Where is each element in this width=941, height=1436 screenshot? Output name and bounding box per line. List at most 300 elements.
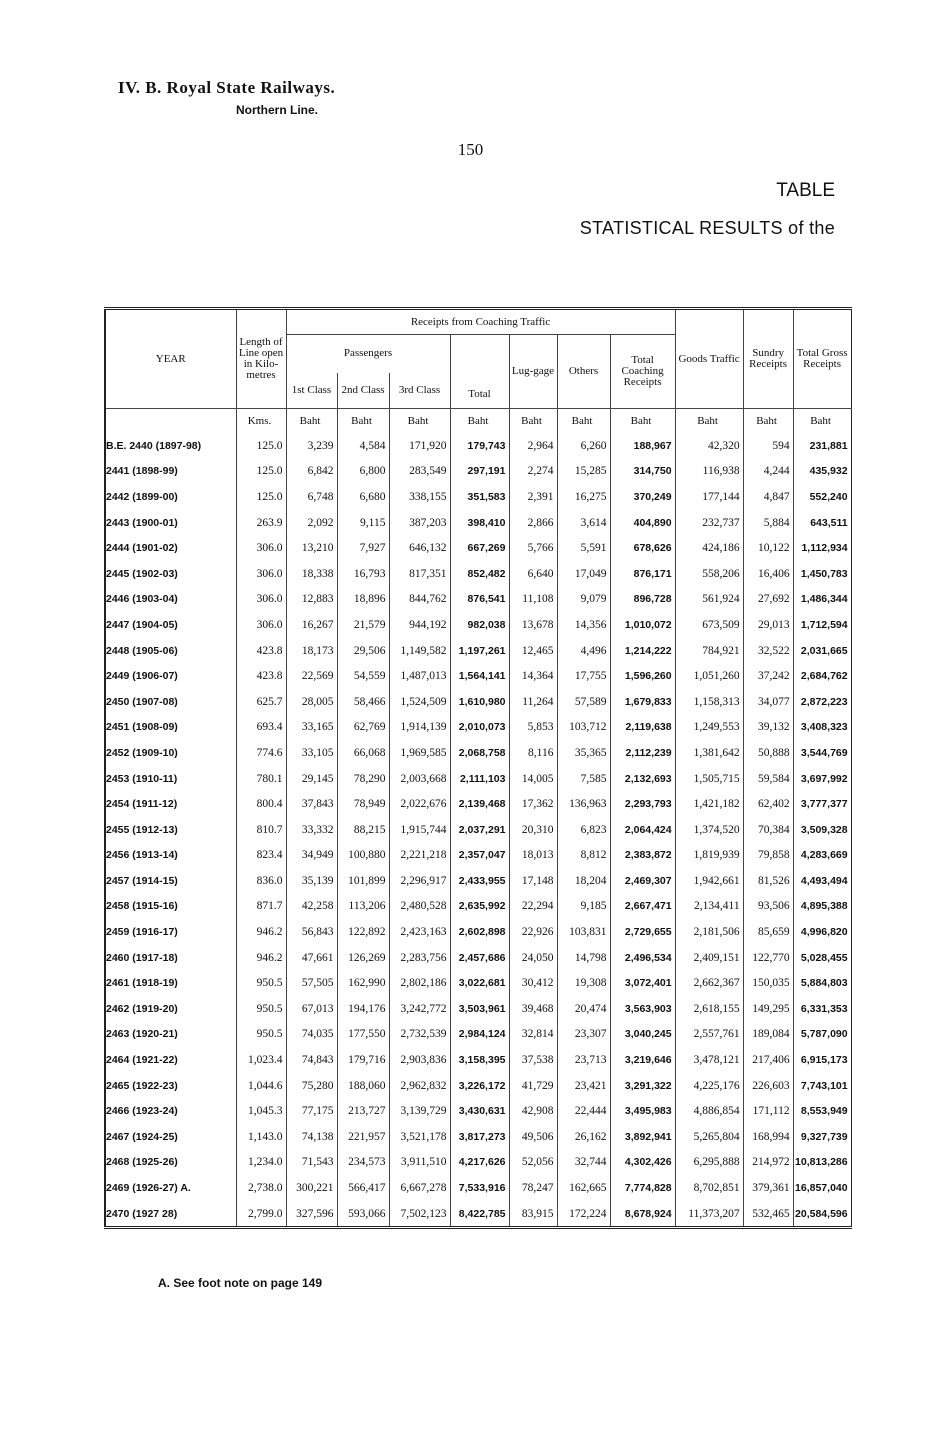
value-cell: 9,115: [337, 510, 389, 536]
table-row: [105, 1124, 851, 1150]
table-row: [105, 459, 851, 485]
value-cell: 1,023.4: [236, 1047, 286, 1073]
value-cell: 3,139,729: [389, 1098, 450, 1124]
value-cell: 66,068: [337, 740, 389, 766]
table-caption: STATISTICAL RESULTS of the: [579, 218, 835, 238]
value-cell: 29,013: [743, 612, 793, 638]
value-cell: 2,111,103: [450, 766, 509, 792]
value-cell: 39,468: [509, 996, 557, 1022]
value-cell: 4,283,669: [793, 843, 851, 869]
value-cell: 1,564,141: [450, 663, 509, 689]
value-cell: 667,269: [450, 535, 509, 561]
header-total-coaching: Total Coaching Receipts: [610, 335, 675, 409]
header-goods: Goods Traffic: [675, 309, 743, 409]
header-2nd-class: 2nd Class: [337, 373, 389, 409]
value-cell: 162,665: [557, 1175, 610, 1201]
value-cell: 982,038: [450, 612, 509, 638]
value-cell: 1,679,833: [610, 689, 675, 715]
value-cell: 171,112: [743, 1098, 793, 1124]
value-cell: 561,924: [675, 587, 743, 613]
value-cell: 2,618,155: [675, 996, 743, 1022]
value-cell: 126,269: [337, 945, 389, 971]
value-cell: 946.2: [236, 919, 286, 945]
value-cell: 6,680: [337, 484, 389, 510]
table-row: [105, 1047, 851, 1073]
value-cell: 21,579: [337, 612, 389, 638]
value-cell: 74,138: [286, 1124, 337, 1150]
value-cell: 4,584: [337, 433, 389, 459]
table-row: [105, 535, 851, 561]
value-cell: 1,149,582: [389, 638, 450, 664]
value-cell: 56,843: [286, 919, 337, 945]
value-cell: 306.0: [236, 561, 286, 587]
value-cell: 2,092: [286, 510, 337, 536]
value-cell: 6,640: [509, 561, 557, 587]
value-cell: 2,357,047: [450, 843, 509, 869]
year-cell: 2457 (1914-15): [106, 874, 178, 887]
year-cell: 2451 (1908-09): [106, 721, 178, 734]
value-cell: 950.5: [236, 1022, 286, 1048]
value-cell: 113,206: [337, 894, 389, 920]
value-cell: 2,635,992: [450, 894, 509, 920]
value-cell: 9,327,739: [793, 1124, 851, 1150]
value-cell: 3,777,377: [793, 791, 851, 817]
value-cell: 22,926: [509, 919, 557, 945]
value-cell: 50,888: [743, 740, 793, 766]
value-cell: 70,384: [743, 817, 793, 843]
value-cell: 2,031,665: [793, 638, 851, 664]
value-cell: 297,191: [450, 459, 509, 485]
value-cell: 8,116: [509, 740, 557, 766]
value-cell: 2,984,124: [450, 1022, 509, 1048]
value-cell: 5,028,455: [793, 945, 851, 971]
value-cell: 177,144: [675, 484, 743, 510]
value-cell: 2,112,239: [610, 740, 675, 766]
value-cell: 625.7: [236, 689, 286, 715]
value-cell: 1,450,783: [793, 561, 851, 587]
value-cell: 306.0: [236, 587, 286, 613]
value-cell: 88,215: [337, 817, 389, 843]
value-cell: 22,294: [509, 894, 557, 920]
value-cell: 263.9: [236, 510, 286, 536]
value-cell: 171,920: [389, 433, 450, 459]
year-cell: 2455 (1912-13): [106, 823, 178, 836]
value-cell: 14,798: [557, 945, 610, 971]
value-cell: 3,697,992: [793, 766, 851, 792]
value-cell: 42,908: [509, 1098, 557, 1124]
year-cell: 2462 (1919-20): [106, 1002, 178, 1015]
value-cell: 18,204: [557, 868, 610, 894]
value-cell: 1,486,344: [793, 587, 851, 613]
value-cell: 103,712: [557, 715, 610, 741]
table-row: [105, 894, 851, 920]
value-cell: 11,373,207: [675, 1201, 743, 1228]
value-cell: 17,148: [509, 868, 557, 894]
value-cell: 2,799.0: [236, 1201, 286, 1228]
value-cell: 423.8: [236, 638, 286, 664]
value-cell: 20,474: [557, 996, 610, 1022]
value-cell: 5,265,804: [675, 1124, 743, 1150]
value-cell: 17,049: [557, 561, 610, 587]
value-cell: 149,295: [743, 996, 793, 1022]
value-cell: 6,823: [557, 817, 610, 843]
header-gross: Total Gross Receipts: [793, 309, 851, 409]
value-cell: 5,884: [743, 510, 793, 536]
value-cell: 314,750: [610, 459, 675, 485]
value-cell: 1,524,509: [389, 689, 450, 715]
value-cell: 39,132: [743, 715, 793, 741]
value-cell: 101,899: [337, 868, 389, 894]
table-row: [105, 561, 851, 587]
value-cell: 1,010,072: [610, 612, 675, 638]
value-cell: 177,550: [337, 1022, 389, 1048]
value-cell: 593,066: [337, 1201, 389, 1228]
value-cell: 3,022,681: [450, 970, 509, 996]
value-cell: 379,361: [743, 1175, 793, 1201]
value-cell: 2,866: [509, 510, 557, 536]
value-cell: 41,729: [509, 1073, 557, 1099]
year-cell: 2448 (1905-06): [106, 644, 178, 657]
value-cell: 122,892: [337, 919, 389, 945]
value-cell: 5,766: [509, 535, 557, 561]
value-cell: 3,430,631: [450, 1098, 509, 1124]
value-cell: 2,293,793: [610, 791, 675, 817]
value-cell: 19,308: [557, 970, 610, 996]
value-cell: 29,506: [337, 638, 389, 664]
value-cell: 33,332: [286, 817, 337, 843]
value-cell: 116,938: [675, 459, 743, 485]
value-cell: 85,659: [743, 919, 793, 945]
header-length: Length of Line open in Kilo-metres: [236, 309, 286, 409]
year-cell: 2447 (1904-05): [106, 618, 178, 631]
value-cell: 2,119,638: [610, 715, 675, 741]
table-row: [105, 1175, 851, 1201]
value-cell: 370,249: [610, 484, 675, 510]
value-cell: 3,817,273: [450, 1124, 509, 1150]
value-cell: 3,040,245: [610, 1022, 675, 1048]
value-cell: 12,465: [509, 638, 557, 664]
value-cell: 896,728: [610, 587, 675, 613]
value-cell: 57,505: [286, 970, 337, 996]
value-cell: 3,242,772: [389, 996, 450, 1022]
value-cell: 10,813,286: [793, 1150, 851, 1176]
table-row: [105, 740, 851, 766]
value-cell: 10,122: [743, 535, 793, 561]
table-row: [105, 817, 851, 843]
value-cell: 26,162: [557, 1124, 610, 1150]
value-cell: 42,320: [675, 433, 743, 459]
year-cell: 2456 (1913-14): [106, 849, 178, 862]
value-cell: 844,762: [389, 587, 450, 613]
value-cell: 217,406: [743, 1047, 793, 1073]
value-cell: 71,543: [286, 1150, 337, 1176]
value-cell: 2,480,528: [389, 894, 450, 920]
table-row: [105, 766, 851, 792]
header-total: Total: [450, 335, 509, 409]
value-cell: 1,214,222: [610, 638, 675, 664]
value-cell: 18,338: [286, 561, 337, 587]
value-cell: 6,748: [286, 484, 337, 510]
value-cell: 3,521,178: [389, 1124, 450, 1150]
value-cell: 2,068,758: [450, 740, 509, 766]
value-cell: 125.0: [236, 459, 286, 485]
value-cell: 4,886,854: [675, 1098, 743, 1124]
unit-cell: Baht: [675, 409, 743, 434]
units-row: [105, 409, 851, 434]
table-row: [105, 970, 851, 996]
value-cell: 103,831: [557, 919, 610, 945]
value-cell: 162,990: [337, 970, 389, 996]
value-cell: 7,533,916: [450, 1175, 509, 1201]
value-cell: 1,505,715: [675, 766, 743, 792]
value-cell: 673,509: [675, 612, 743, 638]
value-cell: 23,307: [557, 1022, 610, 1048]
value-cell: 780.1: [236, 766, 286, 792]
value-cell: 16,267: [286, 612, 337, 638]
value-cell: 47,661: [286, 945, 337, 971]
value-cell: 552,240: [793, 484, 851, 510]
value-cell: 7,585: [557, 766, 610, 792]
value-cell: 49,506: [509, 1124, 557, 1150]
value-cell: 4,496: [557, 638, 610, 664]
year-cell: 2459 (1916-17): [106, 926, 178, 939]
table-row: [105, 638, 851, 664]
table-row: [105, 587, 851, 613]
value-cell: 5,591: [557, 535, 610, 561]
header-passengers: Passengers: [286, 335, 450, 373]
value-cell: 11,264: [509, 689, 557, 715]
header-coaching: Receipts from Coaching Traffic: [286, 309, 675, 335]
value-cell: 3,239: [286, 433, 337, 459]
value-cell: 398,410: [450, 510, 509, 536]
value-cell: 4,996,820: [793, 919, 851, 945]
value-cell: 74,035: [286, 1022, 337, 1048]
value-cell: 83,915: [509, 1201, 557, 1228]
value-cell: 33,105: [286, 740, 337, 766]
value-cell: 234,573: [337, 1150, 389, 1176]
value-cell: 24,050: [509, 945, 557, 971]
value-cell: 2,802,186: [389, 970, 450, 996]
header-1st-class: 1st Class: [286, 373, 337, 409]
value-cell: 231,881: [793, 433, 851, 459]
value-cell: 78,290: [337, 766, 389, 792]
value-cell: 3,158,395: [450, 1047, 509, 1073]
value-cell: 1,044.6: [236, 1073, 286, 1099]
year-cell: B.E. 2440 (1897-98): [106, 439, 202, 452]
value-cell: 6,260: [557, 433, 610, 459]
value-cell: 7,502,123: [389, 1201, 450, 1228]
value-cell: 3,892,941: [610, 1124, 675, 1150]
table-row: [105, 919, 851, 945]
value-cell: 2,003,668: [389, 766, 450, 792]
value-cell: 4,895,388: [793, 894, 851, 920]
table-row: [105, 1150, 851, 1176]
value-cell: 5,853: [509, 715, 557, 741]
value-cell: 2,962,832: [389, 1073, 450, 1099]
table-row: [105, 612, 851, 638]
value-cell: 179,716: [337, 1047, 389, 1073]
value-cell: 9,185: [557, 894, 610, 920]
value-cell: 18,173: [286, 638, 337, 664]
year-cell: 2461 (1918-19): [106, 977, 178, 990]
value-cell: 79,858: [743, 843, 793, 869]
value-cell: 2,557,761: [675, 1022, 743, 1048]
value-cell: 435,932: [793, 459, 851, 485]
section-subtitle: Northern Line.: [236, 103, 319, 117]
year-cell: 2460 (1917-18): [106, 951, 178, 964]
value-cell: 23,713: [557, 1047, 610, 1073]
value-cell: 3,072,401: [610, 970, 675, 996]
value-cell: 179,743: [450, 433, 509, 459]
value-cell: 3,291,322: [610, 1073, 675, 1099]
value-cell: 646,132: [389, 535, 450, 561]
value-cell: 817,351: [389, 561, 450, 587]
value-cell: 8,422,785: [450, 1201, 509, 1228]
value-cell: 876,541: [450, 587, 509, 613]
table-row: [105, 1073, 851, 1099]
value-cell: 2,496,534: [610, 945, 675, 971]
value-cell: 7,927: [337, 535, 389, 561]
value-cell: 35,139: [286, 868, 337, 894]
header-sundry: Sundry Receipts: [743, 309, 793, 409]
value-cell: 2,022,676: [389, 791, 450, 817]
value-cell: 1,374,520: [675, 817, 743, 843]
value-cell: 93,506: [743, 894, 793, 920]
value-cell: 6,915,173: [793, 1047, 851, 1073]
value-cell: 16,275: [557, 484, 610, 510]
value-cell: 1,610,980: [450, 689, 509, 715]
value-cell: 2,964: [509, 433, 557, 459]
value-cell: 189,084: [743, 1022, 793, 1048]
year-cell: 2466 (1923-24): [106, 1105, 178, 1118]
value-cell: 2,221,218: [389, 843, 450, 869]
value-cell: 20,584,596: [793, 1201, 851, 1228]
value-cell: 2,684,762: [793, 663, 851, 689]
value-cell: 14,364: [509, 663, 557, 689]
value-cell: 67,013: [286, 996, 337, 1022]
value-cell: 37,843: [286, 791, 337, 817]
value-cell: 8,678,924: [610, 1201, 675, 1228]
value-cell: 12,883: [286, 587, 337, 613]
value-cell: 404,890: [610, 510, 675, 536]
value-cell: 81,526: [743, 868, 793, 894]
value-cell: 32,814: [509, 1022, 557, 1048]
value-cell: 18,013: [509, 843, 557, 869]
value-cell: 6,842: [286, 459, 337, 485]
value-cell: 1,421,182: [675, 791, 743, 817]
year-cell: 2441 (1898-99): [106, 465, 178, 478]
unit-cell: Baht: [389, 409, 450, 434]
value-cell: 62,769: [337, 715, 389, 741]
value-cell: 2,602,898: [450, 919, 509, 945]
value-cell: 594: [743, 433, 793, 459]
value-cell: 2,423,163: [389, 919, 450, 945]
table-row: [105, 433, 851, 459]
value-cell: 14,005: [509, 766, 557, 792]
header-year: YEAR: [105, 309, 236, 409]
value-cell: 62,402: [743, 791, 793, 817]
table-row: [105, 1022, 851, 1048]
footnote: A. See foot note on page 149: [158, 1276, 323, 1290]
value-cell: 810.7: [236, 817, 286, 843]
value-cell: 2,469,307: [610, 868, 675, 894]
value-cell: 300,221: [286, 1175, 337, 1201]
value-cell: 11,108: [509, 587, 557, 613]
value-cell: 2,139,468: [450, 791, 509, 817]
value-cell: 1,197,261: [450, 638, 509, 664]
value-cell: 1,942,661: [675, 868, 743, 894]
value-cell: 4,217,626: [450, 1150, 509, 1176]
unit-cell: Baht: [337, 409, 389, 434]
value-cell: 8,812: [557, 843, 610, 869]
value-cell: 52,056: [509, 1150, 557, 1176]
value-cell: 30,412: [509, 970, 557, 996]
value-cell: 78,949: [337, 791, 389, 817]
value-cell: 77,175: [286, 1098, 337, 1124]
year-cell: 2454 (1911-12): [106, 798, 178, 811]
value-cell: 2,134,411: [675, 894, 743, 920]
header-others: Others: [557, 335, 610, 409]
value-cell: 338,155: [389, 484, 450, 510]
value-cell: 125.0: [236, 484, 286, 510]
value-cell: 58,466: [337, 689, 389, 715]
value-cell: 387,203: [389, 510, 450, 536]
table-row: [105, 484, 851, 510]
value-cell: 2,729,655: [610, 919, 675, 945]
value-cell: 1,143.0: [236, 1124, 286, 1150]
value-cell: 351,583: [450, 484, 509, 510]
table-row: [105, 715, 851, 741]
value-cell: 3,544,769: [793, 740, 851, 766]
value-cell: 232,737: [675, 510, 743, 536]
value-cell: 20,310: [509, 817, 557, 843]
value-cell: 2,010,073: [450, 715, 509, 741]
table-row: [105, 868, 851, 894]
year-cell: 2445 (1902-03): [106, 567, 178, 580]
year-cell: 2449 (1906-07): [106, 670, 178, 683]
table-row: [105, 663, 851, 689]
value-cell: 2,181,506: [675, 919, 743, 945]
value-cell: 876,171: [610, 561, 675, 587]
year-cell: 2444 (1901-02): [106, 542, 178, 555]
value-cell: 34,949: [286, 843, 337, 869]
value-cell: 2,383,872: [610, 843, 675, 869]
year-cell: 2443 (1900-01): [106, 516, 178, 529]
unit-cell: Baht: [509, 409, 557, 434]
value-cell: 4,225,176: [675, 1073, 743, 1099]
table-row: [105, 996, 851, 1022]
value-cell: 3,408,323: [793, 715, 851, 741]
value-cell: 2,064,424: [610, 817, 675, 843]
value-cell: 2,738.0: [236, 1175, 286, 1201]
value-cell: 2,903,836: [389, 1047, 450, 1073]
table-label: TABLE: [776, 180, 835, 201]
value-cell: 4,493,494: [793, 868, 851, 894]
value-cell: 3,219,646: [610, 1047, 675, 1073]
value-cell: 823.4: [236, 843, 286, 869]
year-cell: 2465 (1922-23): [106, 1079, 178, 1092]
value-cell: 693.4: [236, 715, 286, 741]
value-cell: 871.7: [236, 894, 286, 920]
value-cell: 944,192: [389, 612, 450, 638]
value-cell: 800.4: [236, 791, 286, 817]
value-cell: 2,872,223: [793, 689, 851, 715]
table-row: [105, 843, 851, 869]
value-cell: 2,283,756: [389, 945, 450, 971]
value-cell: 6,800: [337, 459, 389, 485]
value-cell: 27,692: [743, 587, 793, 613]
header-3rd-class: 3rd Class: [389, 373, 450, 409]
